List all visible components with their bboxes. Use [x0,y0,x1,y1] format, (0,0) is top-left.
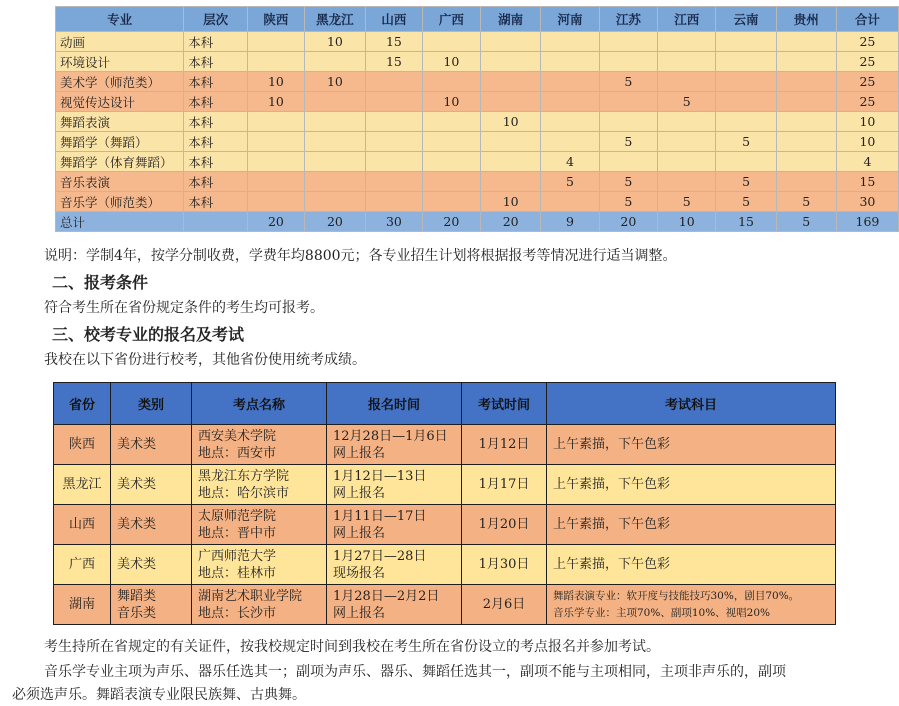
plan-cell: 音乐表演 [56,172,184,192]
plan-cell [658,172,716,192]
plan-cell [304,92,365,112]
plan-header-cell: 湖南 [481,7,541,32]
plan-cell [248,52,305,72]
plan-cell [599,52,657,72]
exam-cell: 1月17日 [462,465,547,505]
plan-cell: 4 [541,152,599,172]
plan-header-cell: 江苏 [599,7,657,32]
plan-cell [481,32,541,52]
plan-cell: 15 [366,32,423,52]
plan-total-row [56,212,899,232]
section3-title: 三、校考专业的报名及考试 [52,325,245,344]
plan-cell: 10 [422,92,480,112]
plan-header-cell: 广西 [422,7,480,32]
plan-cell: 本科 [184,152,248,172]
plan-cell: 10 [248,92,305,112]
plan-cell: 5 [716,172,776,192]
exam-cell: 1月30日 [462,545,547,585]
plan-cell: 20 [481,212,541,232]
plan-cell [599,112,657,132]
plan-header-cell: 黑龙江 [304,7,365,32]
plan-header-cell: 河南 [541,7,599,32]
plan-header-cell: 山西 [366,7,423,32]
plan-cell [481,152,541,172]
plan-cell [184,212,248,232]
plan-header-cell: 贵州 [776,7,836,32]
exam-cell: 舞蹈类 音乐类 [111,585,192,625]
plan-cell: 本科 [184,132,248,152]
exam-cell: 广西师范大学 地点：桂林市 [192,545,327,585]
plan-cell [776,32,836,52]
exam-cell: 黑龙江 [54,465,111,505]
plan-cell: 舞蹈表演 [56,112,184,132]
plan-cell [366,172,423,192]
plan-cell [248,192,305,212]
plan-header-cell: 层次 [184,7,248,32]
plan-cell: 15 [716,212,776,232]
plan-cell [481,172,541,192]
plan-cell [716,32,776,52]
plan-cell [776,92,836,112]
plan-row [56,72,899,92]
exam-cell: 上午素描，下午色彩 [547,505,836,545]
plan-cell [716,52,776,72]
plan-cell: 10 [658,212,716,232]
plan-cell [541,132,599,152]
plan-table-header [56,7,899,32]
plan-cell [481,72,541,92]
plan-cell [716,112,776,132]
plan-cell [248,112,305,132]
plan-cell [366,112,423,132]
plan-row [56,52,899,72]
plan-cell: 10 [481,112,541,132]
plan-note: 说明：学制4年，按学分制收费，学费年均8800元；各专业招生计划将根据报考等情况进行适当调整。 [44,248,677,264]
plan-header-cell: 云南 [716,7,776,32]
plan-cell: 10 [304,32,365,52]
plan-cell [366,192,423,212]
exam-cell: 1月27日—28日 现场报名 [327,545,462,585]
plan-cell: 5 [541,172,599,192]
plan-cell: 音乐学（师范类） [56,192,184,212]
plan-cell [304,192,365,212]
exam-cell: 上午素描，下午色彩 [547,425,836,465]
plan-cell [541,112,599,132]
plan-cell: 20 [304,212,365,232]
plan-cell [541,52,599,72]
plan-cell [541,192,599,212]
plan-cell [304,112,365,132]
plan-cell [658,132,716,152]
exam-row [54,505,836,545]
plan-cell [422,132,480,152]
plan-cell [366,152,423,172]
plan-cell [366,92,423,112]
plan-cell [716,92,776,112]
exam-cell: 美术类 [111,465,192,505]
plan-cell [658,32,716,52]
plan-cell: 环境设计 [56,52,184,72]
plan-cell: 本科 [184,52,248,72]
exam-cell: 美术类 [111,425,192,465]
plan-cell [658,112,716,132]
exam-cell: 山西 [54,505,111,545]
plan-cell [776,132,836,152]
plan-cell [422,172,480,192]
exam-cell: 美术类 [111,505,192,545]
exam-row [54,465,836,505]
plan-cell [248,152,305,172]
plan-row [56,32,899,52]
plan-cell [541,72,599,92]
exam-cell: 广西 [54,545,111,585]
plan-cell: 5 [716,132,776,152]
plan-cell: 5 [599,172,657,192]
plan-cell [248,132,305,152]
plan-cell: 20 [248,212,305,232]
exam-header-cell: 考试科目 [547,383,836,425]
footer-paragraph-2: 音乐学专业主项为声乐、器乐任选其一；副项为声乐、器乐、舞蹈任选其一，副项不能与主项相同，主项非声乐的，副项 [44,664,786,680]
exam-header-cell: 省份 [54,383,111,425]
exam-cell: 湖南艺术职业学院 地点：长沙市 [192,585,327,625]
exam-cell: 陕西 [54,425,111,465]
plan-row [56,152,899,172]
plan-cell: 5 [599,132,657,152]
exam-schedule-table [53,382,836,625]
plan-cell: 5 [599,192,657,212]
plan-cell [304,52,365,72]
plan-cell [776,52,836,72]
plan-cell: 5 [716,192,776,212]
plan-row [56,132,899,152]
plan-cell: 舞蹈学（舞蹈） [56,132,184,152]
plan-cell: 25 [836,32,898,52]
plan-cell [248,32,305,52]
plan-cell: 舞蹈学（体育舞蹈） [56,152,184,172]
exam-row [54,545,836,585]
plan-cell: 本科 [184,192,248,212]
exam-cell: 太原师范学院 地点：晋中市 [192,505,327,545]
plan-cell [422,72,480,92]
plan-cell [481,132,541,152]
plan-cell: 20 [422,212,480,232]
plan-cell: 25 [836,52,898,72]
exam-cell: 黑龙江东方学院 地点：哈尔滨市 [192,465,327,505]
plan-cell [248,172,305,192]
exam-header-cell: 考点名称 [192,383,327,425]
exam-cell: 1月12日 [462,425,547,465]
plan-row [56,172,899,192]
plan-cell: 10 [304,72,365,92]
exam-cell: 12月28日—1月6日 网上报名 [327,425,462,465]
footer-paragraph-2-continued: 必须选声乐。舞蹈表演专业限民族舞、古典舞。 [12,687,306,703]
plan-header-cell: 陕西 [248,7,305,32]
exam-cell: 上午素描，下午色彩 [547,465,836,505]
plan-cell: 9 [541,212,599,232]
plan-row [56,192,899,212]
plan-cell [304,132,365,152]
plan-cell [716,152,776,172]
plan-cell [658,52,716,72]
plan-row [56,112,899,132]
plan-cell: 30 [366,212,423,232]
exam-cell: 1月28日—2月2日 网上报名 [327,585,462,625]
plan-cell: 10 [836,112,898,132]
plan-cell: 10 [481,192,541,212]
plan-header-cell: 专业 [56,7,184,32]
plan-header-cell: 合计 [836,7,898,32]
plan-cell: 动画 [56,32,184,52]
plan-cell: 总计 [56,212,184,232]
exam-cell: 2月6日 [462,585,547,625]
plan-cell: 5 [658,192,716,212]
plan-cell [366,132,423,152]
plan-cell [658,152,716,172]
exam-cell: 西安美术学院 地点：西安市 [192,425,327,465]
plan-cell [599,92,657,112]
exam-header-cell: 类别 [111,383,192,425]
plan-row [56,92,899,112]
plan-cell [541,92,599,112]
plan-cell [366,72,423,92]
plan-cell [304,152,365,172]
plan-cell: 5 [599,72,657,92]
exam-cell: 上午素描，下午色彩 [547,545,836,585]
exam-header-cell: 考试时间 [462,383,547,425]
plan-cell [422,152,480,172]
section2-title: 二、报考条件 [52,273,149,292]
plan-cell: 10 [836,132,898,152]
plan-cell [481,92,541,112]
plan-cell: 本科 [184,32,248,52]
plan-cell [776,172,836,192]
exam-cell: 1月11日—17日 网上报名 [327,505,462,545]
exam-header-cell: 报名时间 [327,383,462,425]
plan-cell [658,72,716,92]
plan-cell: 本科 [184,72,248,92]
footer-paragraph-1: 考生持所在省规定的有关证件，按我校规定时间到我校在考生所在省份设立的考点报名并参加考试。 [44,639,660,655]
plan-cell: 15 [366,52,423,72]
exam-table-header [54,383,836,425]
exam-cell: 1月20日 [462,505,547,545]
section3-text: 我校在以下省份进行校考，其他省份使用统考成绩。 [44,352,366,368]
plan-cell [541,32,599,52]
exam-row [54,425,836,465]
plan-cell [422,112,480,132]
plan-cell [422,192,480,212]
plan-cell [716,72,776,92]
plan-cell: 5 [776,212,836,232]
plan-cell: 本科 [184,172,248,192]
exam-cell: 美术类 [111,545,192,585]
plan-cell: 30 [836,192,898,212]
plan-cell: 视觉传达设计 [56,92,184,112]
plan-cell: 4 [836,152,898,172]
plan-cell [422,32,480,52]
plan-cell [776,72,836,92]
exam-cell: 1月12日—13日 网上报名 [327,465,462,505]
plan-cell: 本科 [184,92,248,112]
plan-cell: 本科 [184,112,248,132]
plan-cell [481,52,541,72]
enrollment-plan-table [55,6,899,232]
plan-cell: 10 [422,52,480,72]
plan-header-cell: 江西 [658,7,716,32]
plan-cell [776,152,836,172]
plan-cell: 10 [248,72,305,92]
plan-cell: 169 [836,212,898,232]
exam-cell: 舞蹈表演专业：软开度与技能技巧30%，剧目70%。 音乐学专业：主项70%、副项10%、视唱20% [547,585,836,625]
section2-text: 符合考生所在省份规定条件的考生均可报考。 [44,300,324,316]
plan-cell: 5 [658,92,716,112]
plan-cell [776,112,836,132]
plan-cell: 20 [599,212,657,232]
plan-cell: 25 [836,72,898,92]
plan-cell [304,172,365,192]
plan-cell: 25 [836,92,898,112]
plan-cell: 15 [836,172,898,192]
plan-cell [599,152,657,172]
plan-cell: 美术学（师范类） [56,72,184,92]
plan-cell [599,32,657,52]
exam-row [54,585,836,625]
exam-cell: 湖南 [54,585,111,625]
plan-cell: 5 [776,192,836,212]
